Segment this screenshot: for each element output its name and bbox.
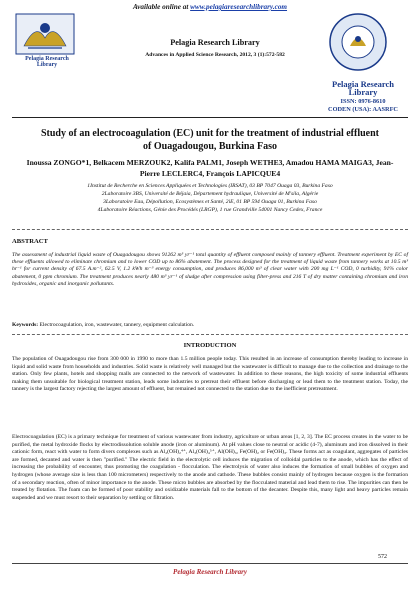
affiliations [30, 182, 390, 214]
section-divider [12, 229, 408, 233]
journal-publisher-name: Pelagia Research Library [332, 79, 394, 97]
publisher-emblem-icon [14, 12, 76, 58]
article-title: Study of an electrocoagulation (EC) unit for the treatment of industrial effluent of Ouagadougou, Burkina Faso [40, 128, 380, 152]
availability-prefix: Available online at [132, 3, 189, 11]
footer-publisher: Pelagia Research Library [173, 568, 247, 576]
affiliation-3: 3Laboratoire Eau, Dépollution, Ecosystèmes et Santé, 2iE, 01 BP 594 Ouaga 01, Burkina Faso [103, 199, 317, 205]
affiliation-2: 2Laboratoire 3BS, Université de Béjaia, Département hydraulique, Université de M'sila, Algérie [101, 191, 319, 197]
keywords-text: Electrocoagulation, iron, wastewater, tannery, equipment calculation. [39, 322, 195, 328]
keywords-label: Keywords: [12, 322, 39, 328]
abstract-text: The assessment of industrial liquid waste of Ouagadougou shows 91262 m³ yr⁻¹ total quantity of effluent composed mainly of tannery effluent. Treatment experiment by EC of these effluents allowed to eliminate chromium and to lower COD up to 86% abatement. The process designed for the treatment of liquid waste from tannery works at 10.5 m³ hr⁻¹ for current density of 67.5 A.m⁻², 62.5 V, 1.2 kWh m⁻³ energy consumption, and produces 86,000 m³ of clear water with 200 mg L⁻¹ COD, 0 turbidity, 91% color abatement, 0 ppm chromium. The treatment produces nearly 480 m³ yr⁻¹ of sludge after compression using filter-press and 216 T of dry matter containing chromium and iron hydroxides, organic and inorganic pollutants. [12, 252, 408, 287]
journal-website-link[interactable]: www.pelagiaresearchlibrary.com [190, 3, 288, 11]
affiliation-1: 1Institut de Recherche en Sciences Appliquées et Technologies (IRSAT), 03 BP 7047 Ouaga 03, Burkina Faso [87, 183, 333, 189]
coden: CODEN (USA): AASRFC [328, 106, 398, 113]
section-divider [12, 334, 408, 338]
publisher-logo [14, 12, 76, 74]
journal-citation: Advances in Applied Science Research, 2012, 3 (1):572-582 [145, 52, 285, 58]
journal-seal-icon [328, 12, 388, 72]
introduction-paragraph-1: The population of Ouagadougou rise from 300 000 in 1990 to more than 1.5 million people today. This resulted in an increase of consumption thereby leading to increase in liquid and solid waste from households and industries. Solid waste is relatively well managed but the wastewater is difficult to manage due to the collection and drainage to the station. Only few plants, hotels and shopping malls are connected to the network of wastewater. In addition to these reasons, the high toxicity of some industrial effluents making them unsuitable for biological treatment station, leads some industries to pretreat their effluent before discharging or lead them to the treatment station. Today, the tannery is the largest factory rejecting the largest amount of effluent, but remained not connected to the station due to the inefficient pretreatment. [12, 356, 408, 393]
affiliation-4: 4Laboratoire Réactions, Génie des Procédés (LRGP), 1 rue Grandville 54001 Nancy Cedex, France [97, 207, 323, 213]
header-divider [12, 117, 408, 118]
journal-logo [328, 12, 388, 72]
introduction-heading: INTRODUCTION [183, 342, 237, 349]
page-number: 572 [378, 554, 387, 560]
journal-name: Pelagia Research Library [170, 38, 260, 47]
availability-line [0, 3, 420, 11]
footer-divider [12, 563, 408, 564]
keywords-line [12, 322, 408, 328]
publisher-logo-text: Pelagia Research Library [25, 56, 69, 68]
author-list: Inoussa ZONGO*1, Belkacem MERZOUK2, Kalifa PALM1, Joseph WETHE3, Amadou HAMA MAIGA3, Jean-Pierre LECLERC4, François LAPICQUE4 [26, 158, 394, 178]
issn: ISSN: 0976-8610 [340, 98, 386, 105]
introduction-paragraph-2: Electrocoagulation (EC) is a primary technique for treatment of various wastewater from industry, agriculture or urban areas [1, 2, 3]. The EC process creates in the water to be purified, the metal hydroxide flocks by electrodissolution soluble anode (iron or aluminum). At pH values close to neutral or acidic (4-7), aluminum and iron dissolved in their cationic form, react with water to form divers complexes such as Al₂(OH)₂⁴⁺, Al₃(OH)₄⁵⁺, Al(OH)₃, Fe(OH)₂ or Fe(OH)₃. These forms act as coagulant, aggregates of particles are formed, decanted and water is then "purified." The electric field in the electrolytic cell induces the migration of colloidal particles to the anode, which has the effect of increasing the probability of encounter, thus promoting the coagulation - flocculation. The electrolysis of water also induces the formation of small bubbles of oxygen and hydrogen (whose average size is less than 100 micrometers) respectively to the anode and cathode. These bubbles consist mainly of hydrogen because oxygen is the formation of a secondary reaction, often of minor importance to the anode. These micro bubbles are absorbed by the flocculated material and lead them to rise. The impurities can then be treated by flotation. The foam can be formed of poor stability and oxidizable materials fall to the bottom of the decanter. Despite this, many light and heavy particles remain suspended and we must resort to their separation by settling or filtration. [12, 434, 408, 501]
abstract-heading: ABSTRACT [12, 238, 48, 245]
